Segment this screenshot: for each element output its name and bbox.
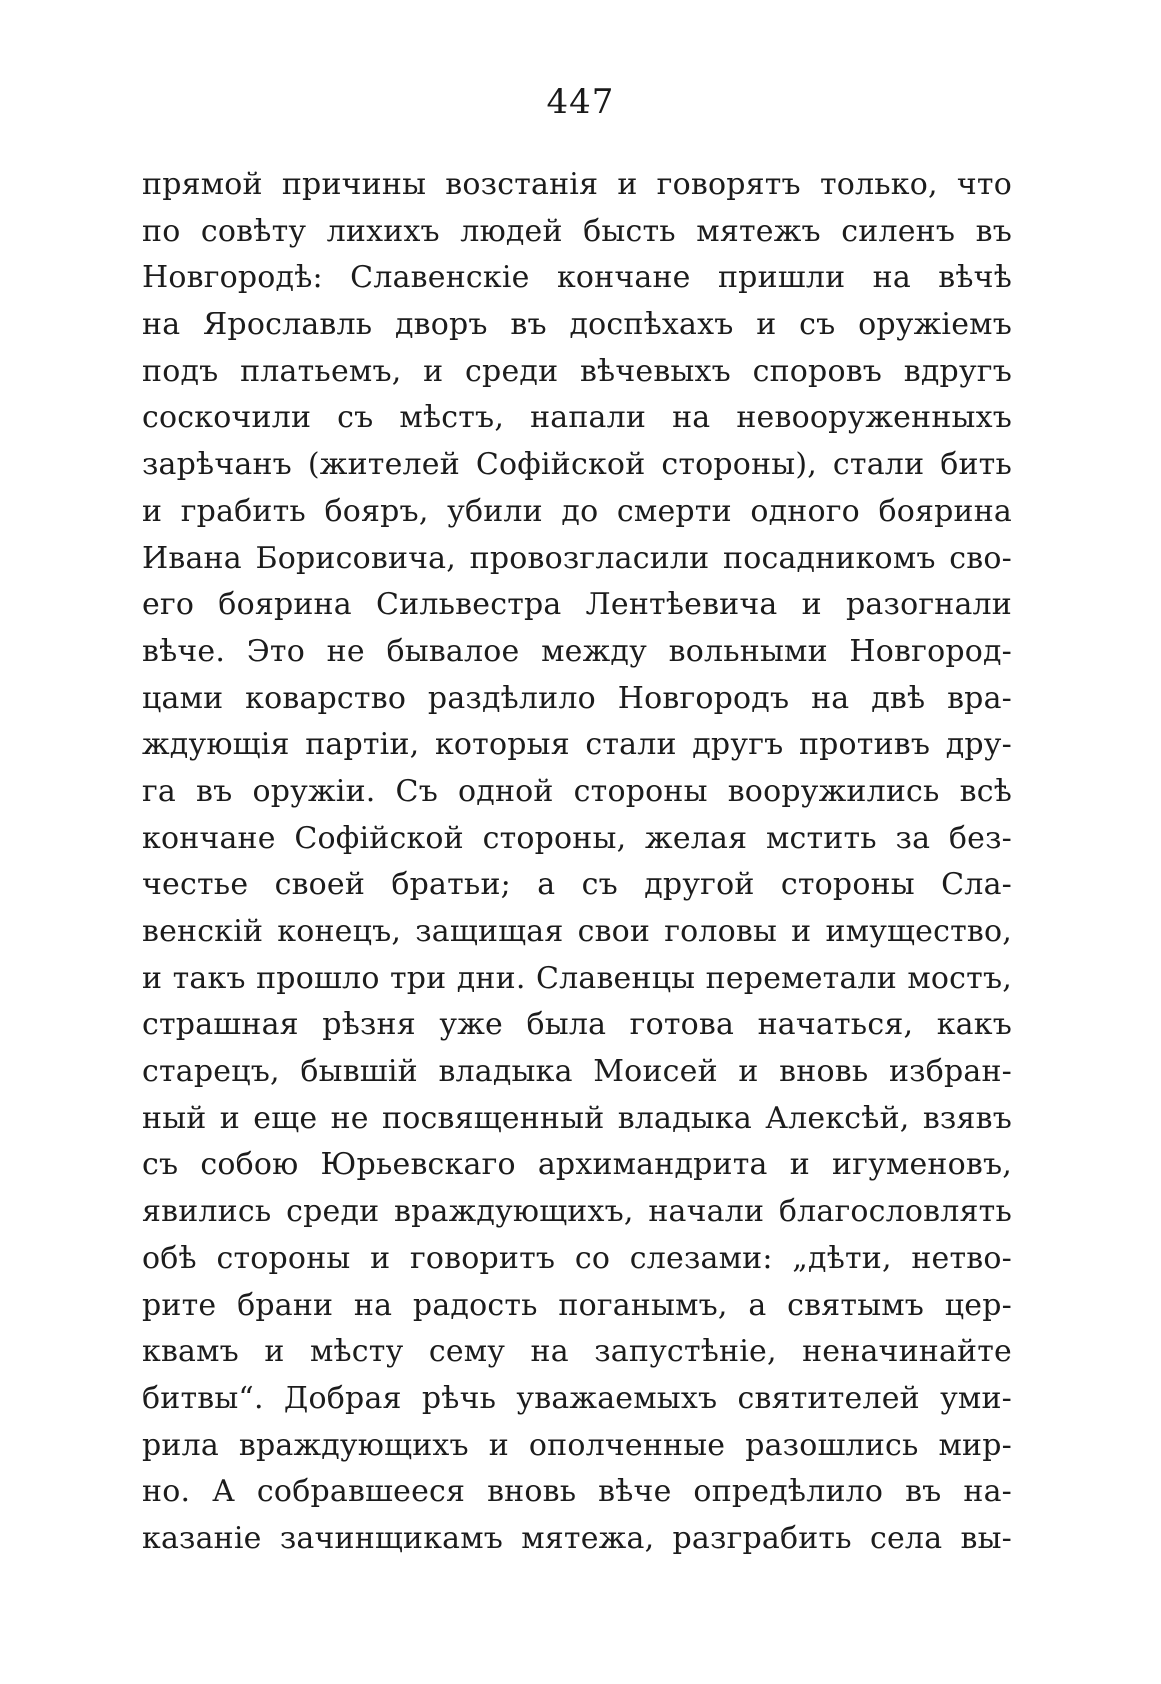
text-line: старецъ, бывшій владыка Моисей и вновь избран- <box>142 1054 1012 1090</box>
text-line: Ивана Борисовича, провозгласили посадникомъ сво- <box>142 540 1012 576</box>
text-line: на Ярославль дворъ въ доспѣхахъ и съ оружіемъ <box>142 307 1012 343</box>
text-line: цами коварство раздѣлило Новгородъ на двѣ вра- <box>142 680 1012 716</box>
text-line: рила враждующихъ и ополченные разошлись мир- <box>142 1427 1012 1463</box>
text-line: вѣче. Это не бывалое между вольными Новгород- <box>142 633 1012 669</box>
text-line: Новгородѣ: Славенскіе кончане пришли на вѣчѣ <box>142 260 1012 296</box>
text-line: венскій конецъ, защищая свои головы и имущество, <box>142 914 1012 949</box>
text-line: зарѣчанъ (жителей Софійской стороны), стали бить <box>142 447 1012 483</box>
text-line: страшная рѣзня уже была готова начаться, какъ <box>142 1007 1012 1043</box>
text-line: и такъ прошло три дни. Славенцы переметали мостъ, <box>142 960 1012 996</box>
text-line: подъ платьемъ, и среди вѣчевыхъ споровъ вдругъ <box>142 353 1012 389</box>
text-line: рите брани на радость поганымъ, а святымъ цер- <box>142 1287 1012 1323</box>
text-line: битвы“. Добрая рѣчь уважаемыхъ святителей уми- <box>142 1380 1012 1416</box>
text-line: обѣ стороны и говоритъ со слезами: „дѣти, нетво- <box>142 1240 1012 1276</box>
text-line: квамъ и мѣсту сему на запустѣніе, неначинайте <box>142 1334 1012 1370</box>
text-line: явились среди враждующихъ, начали благословлять <box>142 1194 1012 1230</box>
text-line: но. А собравшееся вновь вѣче опредѣлило въ на- <box>142 1474 1012 1510</box>
text-line: его боярина Сильвестра Лентѣевича и разогнали <box>142 587 1012 623</box>
text-line: прямой причины возстанія и говорятъ только, что <box>142 167 1012 202</box>
text-line: ждующія партіи, которыя стали другъ противъ дру- <box>142 727 1012 763</box>
body-text <box>142 162 1012 1563</box>
text-line: соскочили съ мѣстъ, напали на невооруженныхъ <box>142 400 1012 436</box>
text-line: и грабить бояръ, убили до смерти одного боярина <box>142 493 1012 529</box>
text-line: честье своей братьи; а съ другой стороны Сла- <box>142 867 1012 903</box>
text-line: ный и еще не посвященный владыка Алексѣй, взявъ <box>142 1100 1012 1136</box>
text-line: съ собою Юрьевскаго архимандрита и игуменовъ, <box>142 1147 1012 1183</box>
text-line: га въ оружіи. Съ одной стороны вооружились всѣ <box>142 773 1012 809</box>
text-line: казаніе зачинщикамъ мятежа, разграбить села вы- <box>142 1520 1012 1556</box>
text-line: кончане Софійской стороны, желая мстить за без- <box>142 820 1012 856</box>
text-line: по совѣту лихихъ людей бысть мятежъ силенъ въ <box>142 213 1012 249</box>
page-number: 447 <box>546 82 615 122</box>
